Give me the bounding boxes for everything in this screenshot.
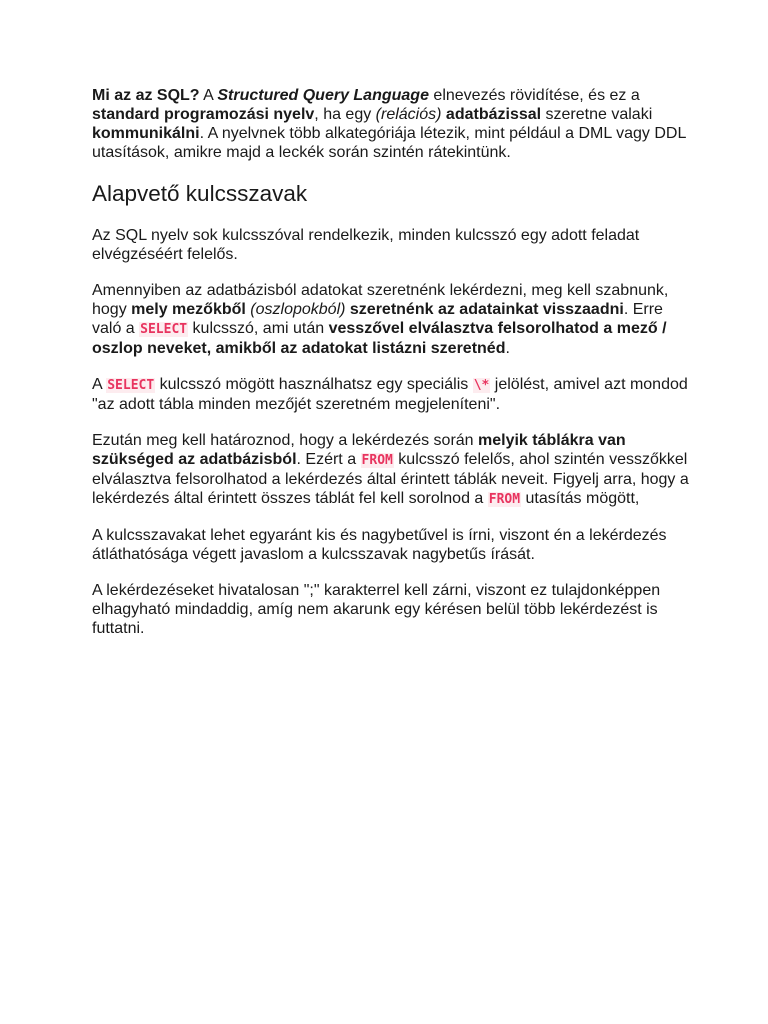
text: kulcsszó mögött használhatsz egy speciális [155, 376, 473, 393]
bold-text: vesszővel elválasztva felsorolhatod a mező / oszlop neveket, amikből az adatokat listázni szeretnéd [92, 320, 667, 357]
paragraph-5: A kulcsszavakat lehet egyaránt kis és nagybetűvel is írni, viszont én a lekérdezés átláthatósága végett javaslom a kulcsszavak nagybetűs írását. [92, 527, 667, 563]
bold-text: melyik táblákra van szükséged az adatbázisból [92, 432, 626, 468]
intro-paragraph [92, 86, 692, 162]
paragraph-4 [92, 431, 692, 509]
text: A [199, 87, 218, 104]
text: A [92, 376, 107, 393]
text: . Erre való a [92, 301, 663, 337]
paragraph-3 [92, 375, 692, 414]
text: . Ezért a [296, 451, 361, 468]
intro-term: Structured Query Language [217, 87, 429, 104]
from-keyword: FROM [361, 453, 393, 468]
bold-text: standard programozási nyelv [92, 106, 315, 123]
text: kulcsszó felelős, ahol szintén vesszőkkel elválasztva felsorolhatod a lekérdezés által érintett táblák neveit. Figyelj arra, hogy a lekérdezés által érintett összes táblát fel kell sorolnod a [92, 451, 689, 507]
italic-text: (relációs) [375, 106, 442, 123]
document-content [92, 86, 692, 655]
bold-text: adatbázissal [445, 106, 542, 123]
asterisk-code: \* [473, 378, 490, 393]
text: elnevezés rövidítése, és ez a [428, 87, 640, 104]
text: Ezután meg kell határoznod, hogy a lekérdezés során [92, 432, 479, 449]
text: , ha egy [314, 106, 376, 123]
bold-text: szeretnénk az adatainkat visszaadni [349, 301, 624, 318]
text: szeretne valaki [541, 106, 653, 123]
text: utasítás mögött, [521, 490, 640, 507]
section-heading: Alapvető kulcsszavak [92, 181, 308, 206]
bold-text: kommunikálni [92, 125, 200, 142]
text: kulcsszó, ami után [188, 320, 329, 337]
text: . [505, 340, 510, 357]
text: jelölést, amivel azt mondod "az adott tábla minden mezőjét szeretném megjeleníteni". [92, 376, 688, 413]
from-keyword: FROM [488, 492, 521, 507]
select-keyword: SELECT [107, 378, 155, 393]
paragraph-6: A lekérdezéseket hivatalosan ";" karakterrel kell zárni, viszont ez tulajdonképpen elhagyható mindaddig, amíg nem akarunk egy kérésen belül több lekérdezést is futtatni. [92, 582, 661, 637]
select-keyword: SELECT [140, 322, 188, 337]
bold-text: mely mezőkből [131, 301, 246, 318]
text: . A nyelvnek több alkategóriája létezik, mint például a DML vagy DDL utasítások, amikre majd a leckék során szintén rátekintünk. [92, 125, 686, 161]
text: Amennyiben az adatbázisból adatokat szeretnénk lekérdezni, meg kell szabnunk, hogy [92, 282, 669, 318]
paragraph-1: Az SQL nyelv sok kulcsszóval rendelkezik, minden kulcsszó egy adott feladat elvégzéséért felelős. [92, 227, 640, 263]
paragraph-2 [92, 281, 692, 358]
italic-text: (oszlopokból) [250, 301, 346, 318]
intro-question: Mi az az SQL? [92, 87, 200, 104]
